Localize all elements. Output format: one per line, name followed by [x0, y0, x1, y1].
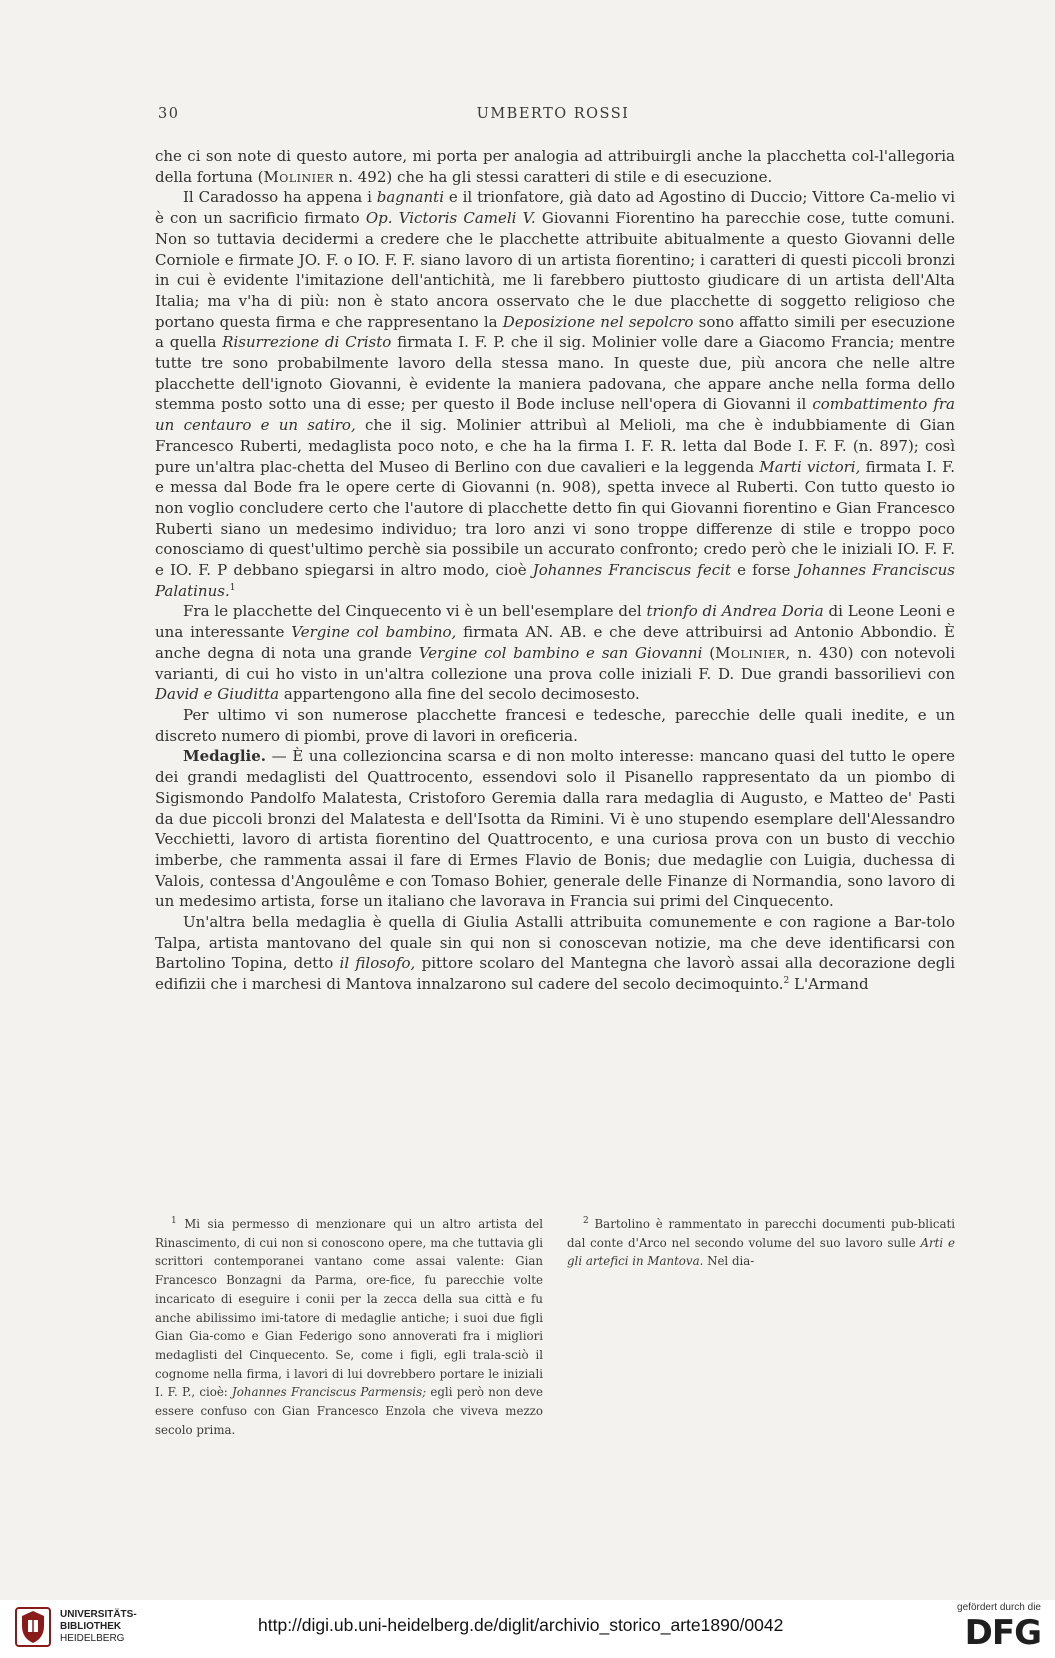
paragraph-1 [155, 146, 955, 187]
footnote-marker: 1 [171, 1216, 177, 1227]
running-head [148, 106, 958, 126]
permalink-url[interactable]: http://digi.ub.uni-heidelberg.de/diglit/archivio_storico_arte1890/0042 [258, 1615, 784, 1635]
text-run: e il trionfatore, già dato ad Agostino di Duccio; Vittore Ca-melio vi è con un sacrificio firmato [155, 188, 956, 228]
text-run: che il sig. Molinier attribuì al Melioli, ma che è indubbiamente di Gian Francesco Ruberti, medaglista poco noto, e che ha la firma I. F. R. letta dal Bode I. F. F. (n. 897); così pure un'altra plac-chetta del Museo di Berlino con due cavalieri e la leggenda [155, 416, 955, 476]
text-run-italic: trionfo di Andrea Doria [646, 602, 824, 621]
body-text [155, 146, 955, 995]
text-run: sono affatto simili per esecuzione a quella [155, 312, 956, 352]
library-branding[interactable] [14, 1606, 137, 1648]
dfg-logo: DFG [964, 1613, 1041, 1653]
text-run-italic: Johannes Franciscus Palatinus. [155, 561, 955, 600]
running-title: UMBERTO ROSSI [476, 106, 630, 122]
library-name [60, 1609, 137, 1645]
paragraph-5 [155, 746, 955, 912]
footnotes-column-right [567, 1215, 955, 1439]
text-run: di Leone Leoni e una interessante [155, 602, 955, 642]
dfg-branding[interactable] [941, 1602, 1041, 1652]
paragraph-6 [155, 912, 955, 995]
text-run: che ci son note di questo autore, mi porta per analogia ad attribuirgli anche la placchetta col-l'allegoria della fortuna ( [155, 147, 955, 186]
footnotes-column-left [155, 1215, 543, 1439]
funded-by-label: gefördert durch die [957, 1602, 1041, 1613]
text-run-italic: Johannes Franciscus Parmensis; [232, 1385, 427, 1400]
library-name-line: HEIDELBERG [60, 1633, 125, 1644]
text-run: firmata AN. AB. e che deve attribuirsi ad Antonio Abbondio. È anche degna di nota una grande [155, 623, 955, 662]
text-run: pittore scolaro del Mantegna che lavorò assai alla decorazione degli edifizii che i marchesi di Mantova innalzarono sul cadere del secolo decimoquinto. [155, 954, 955, 994]
text-run: Giovanni Fiorentino ha parecchie cose, tutte comuni. Non so tuttavia decidermi a credere che le placchette attribuite abitualmente a questo Giovanni delle Corniole e firmate JO. F. o IO. F. F. siano lavoro di un artista fiorentino; i caratteri di questi piccoli bronzi in cui è evidente l'imitazione dell'antichità, me li farebbero piuttosto giudicare di un artista dell'Alta Italia; ma v'ha di più: non è stato ancora osservato che le due placchette di soggetto religioso che portano questa firma e che rappresentano la [155, 209, 956, 331]
text-run-italic: Risurrezione di Cristo [222, 333, 392, 352]
text-run: n. 430) con notevoli varianti, di cui ho visto in un'altra collezione una prova colle iniziali F. D. Due grandi bassorilievi con [155, 643, 956, 683]
paragraph-3 [155, 601, 955, 705]
footnote-1 [155, 1215, 543, 1439]
text-run: e forse [730, 561, 797, 580]
library-name-line: BIBLIOTHEK [60, 1621, 122, 1632]
text-run: Bartolino è rammentato in parecchi documenti pub-blicati dal conte d'Arco nel secondo volume del suo lavoro sulle [567, 1217, 955, 1250]
viewer-footer [0, 1600, 1055, 1658]
text-run-italic: Marti victori, [759, 457, 861, 476]
text-run: appartengono alla fine del secolo decimosesto. [279, 685, 640, 704]
paragraph-2 [155, 187, 955, 601]
text-run: n. 492) che ha gli stessi caratteri di stile e di esecuzione. [333, 167, 773, 186]
footnote-ref: 1 [229, 582, 236, 593]
text-run-italic: David e Giuditta [155, 685, 280, 704]
text-run: firmata I. F. P. che il sig. Molinier volle dare a Giacomo Francia; mentre tutte tre sono probabilmente lavoro della stessa mano. In queste due, più ancora che nelle altre placchette dell'ignoto Giovanni, è evidente la maniera padovana, che appare anche nella forma dello stemma posto sotto una di esse; per questo il Bode incluse nell'opera di Giovanni il [155, 333, 955, 414]
text-run: L'Armand [789, 975, 869, 994]
text-run: ( [702, 643, 716, 662]
paragraph-4: Per ultimo vi son numerose placchette francesi e tedesche, parecchie delle quali inedite, e un discreto numero di piombi, prove di lavori in oreficeria. [155, 705, 955, 745]
text-run-smallcaps: Molinier, [715, 643, 791, 662]
footnotes [155, 1215, 955, 1439]
text-run: Mi sia permesso di menzionare qui un altro artista del Rinascimento, di cui non si conoscono opere, ma che tuttavia gli scrittori contemporanei vantano come assai valente: Gian Francesco Bonzagni da Parma, ore-fice, fu parecchie volte incaricato di eseguire i conii per la zecca della sua città e fu anche abilissimo imi-tatore di medaglie antiche; i suoi due figli Gian Gia-como e Gian Federigo sono annoverati fra i migliori medaglisti del Cinquecento. Se, come i figli, egli trala-sciò il cognome nella firma, i lavori di lui dovrebbero portare le iniziali I. F. P., cioè: [155, 1217, 543, 1400]
text-run-italic: combattimento fra un centauro e un satiro, [155, 395, 955, 435]
university-seal-icon [14, 1606, 52, 1648]
text-run-italic: Vergine col bambino e san Giovanni [418, 643, 703, 662]
footnote-marker: 2 [583, 1216, 589, 1227]
text-run: Fra le placchette del Cinquecento vi è un bell'esemplare del [183, 602, 647, 621]
section-heading-medaglie: Medaglie. [183, 747, 267, 766]
text-run: — È una collezioncina scarsa e di non molto interesse: mancano quasi del tutto le opere dei grandi medaglisti del Quattrocento, essendovi solo il Pisanello rappresentato da un piombo di Sigismondo Pandolfo Malatesta, Cristoforo Geremia dalla rara medaglia di Augusto, e Matteo de' Pasti da due piccoli bronzi del Malatesta e dell'Isotta da Rimini. Vi è uno stupendo esemplare dell'Alessandro Vecchietti, lavoro di artista fiorentino del Quattrocento, e una curiosa prova con un busto di vecchio imberbe, che rammenta assai il fare di Ermes Flavio de Bonis; due medaglie con Luigia, duchessa di Valois, contessa d'Angoulême e con Tomaso Bohier, generale delle Finanze di Normandia, sono lavoro di un medesimo artista, forse un italiano che lavorava in Francia sui primi del Cinquecento. [155, 747, 955, 911]
text-run-italic: Johannes Franciscus fecit [532, 561, 731, 580]
text-run-smallcaps: Molinier [263, 167, 334, 186]
page-number: 30 [158, 106, 180, 122]
footnote-ref: 2 [783, 976, 790, 987]
text-run: Un'altra bella medaglia è quella di Giulia Astalli attribuita comunemente e con ragione a Bar-tolo Talpa, artista mantovano del quale sin qui non si conoscevan notizie, ma che deve identificarsi con Bartolino Topina, detto [155, 913, 955, 973]
text-run: Nel dia- [703, 1254, 755, 1269]
text-run: egli però non deve essere confuso con Gian Francesco Enzola che viveva mezzo secolo prima. [155, 1385, 543, 1437]
library-name-line: UNIVERSITÄTS- [60, 1609, 137, 1620]
text-run-italic: Op. Victoris Cameli V. [365, 209, 536, 228]
text-run-italic: Vergine col bambino, [291, 623, 457, 642]
text-run: Il Caradosso ha appena i [183, 188, 377, 207]
text-run-italic: il filosofo, [339, 954, 416, 973]
footnote-2 [567, 1215, 955, 1271]
text-run-italic: bagnanti [376, 188, 444, 207]
text-run: firmata I. F. e messa dal Bode fra le opere certe di Giovanni (n. 908), spetta invece al Ruberti. Con tutto questo io non voglio concludere certo che l'autore di placchette detto fin qui Giovanni fiorentino e Gian Francesco Ruberti siano un medesimo individuo; tra loro anzi vi sono troppe differenze di stile e troppo poco conosciamo di quest'ultimo perchè sia possibile un accurato confronto; credo però che le iniziali IO. F. F. e IO. F. P debbano spiegarsi in altro modo, cioè [155, 457, 955, 580]
text-run-italic: Arti e gli artefici in Mantova. [567, 1235, 955, 1269]
text-run-italic: Deposizione nel sepolcro [502, 312, 694, 331]
